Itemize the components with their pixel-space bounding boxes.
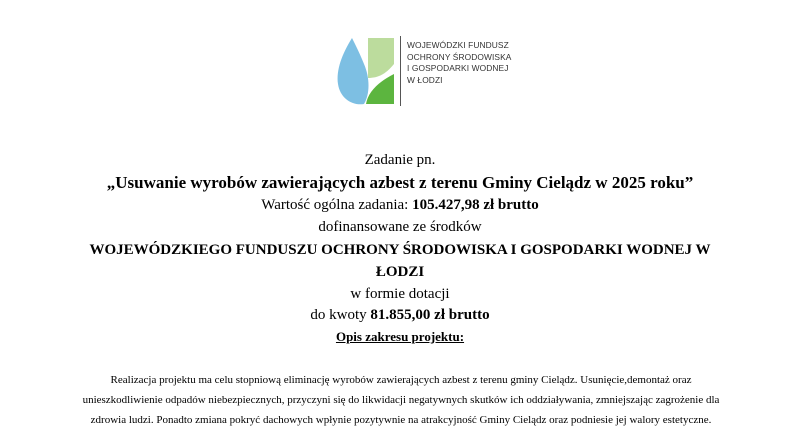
total-value-amount: 105.427,98 zł brutto <box>412 197 539 213</box>
project-description <box>28 370 774 430</box>
logo-text-line: W ŁODZI <box>407 74 443 85</box>
cofinanced-label: dofinansowane ze środków <box>318 219 482 235</box>
logo-light-green-leaf <box>368 38 394 78</box>
logo-green-leaf <box>366 74 394 104</box>
description-line: unieszkodliwienie odpadów niebezpiecznych, przyczyni się do likwidacji negatywnych skutków ich oddziaływania, zmniejszając zagrożenie dla <box>82 394 720 406</box>
fund-name-line2: ŁODZI <box>375 264 425 280</box>
grant-form: w formie dotacji <box>350 286 450 302</box>
task-prefix: Zadanie pn. <box>364 152 436 168</box>
logo-text <box>407 40 511 86</box>
logo-blue-drop <box>338 38 369 104</box>
fund-name-line1: WOJEWÓDZKIEGO FUNDUSZU OCHRONY ŚRODOWISKA I GOSPODARKI WODNEJ W <box>89 242 711 258</box>
grant-amount-label: do kwoty <box>310 307 371 323</box>
logo-emblem-icon <box>334 34 396 108</box>
logo-text-line: I GOSPODARKI WODNEJ <box>407 63 509 74</box>
description-line: zdrowia ludzi. Ponadto zmiana pokryć dachowych wpłynie pozytywnie na atrakcyjność Gminy Cielądz oraz podniesie jej walory estetyczne. <box>90 414 712 426</box>
total-value <box>0 197 800 214</box>
logo-text-line: OCHRONY ŚRODOWISKA <box>407 51 512 62</box>
grant-amount-value: 81.855,00 zł brutto <box>370 307 490 323</box>
scope-heading: Opis zakresu projektu: <box>335 329 465 344</box>
task-title: „Usuwanie wyrobów zawierających azbest z terenu Gminy Cielądz w 2025 roku” <box>106 173 694 192</box>
wfosigw-logo <box>334 34 534 110</box>
logo-text-line: WOJEWÓDZKI FUNDUSZ <box>407 40 509 50</box>
total-value-label: Wartość ogólna zadania: <box>261 197 413 213</box>
grant-amount <box>0 307 800 324</box>
logo-divider <box>400 36 401 106</box>
description-line: Realizacja projektu ma celu stopniową eliminację wyrobów zawierających azbest z terenu gminy Cielądz. Usunięcie,demontaż oraz <box>110 374 692 386</box>
